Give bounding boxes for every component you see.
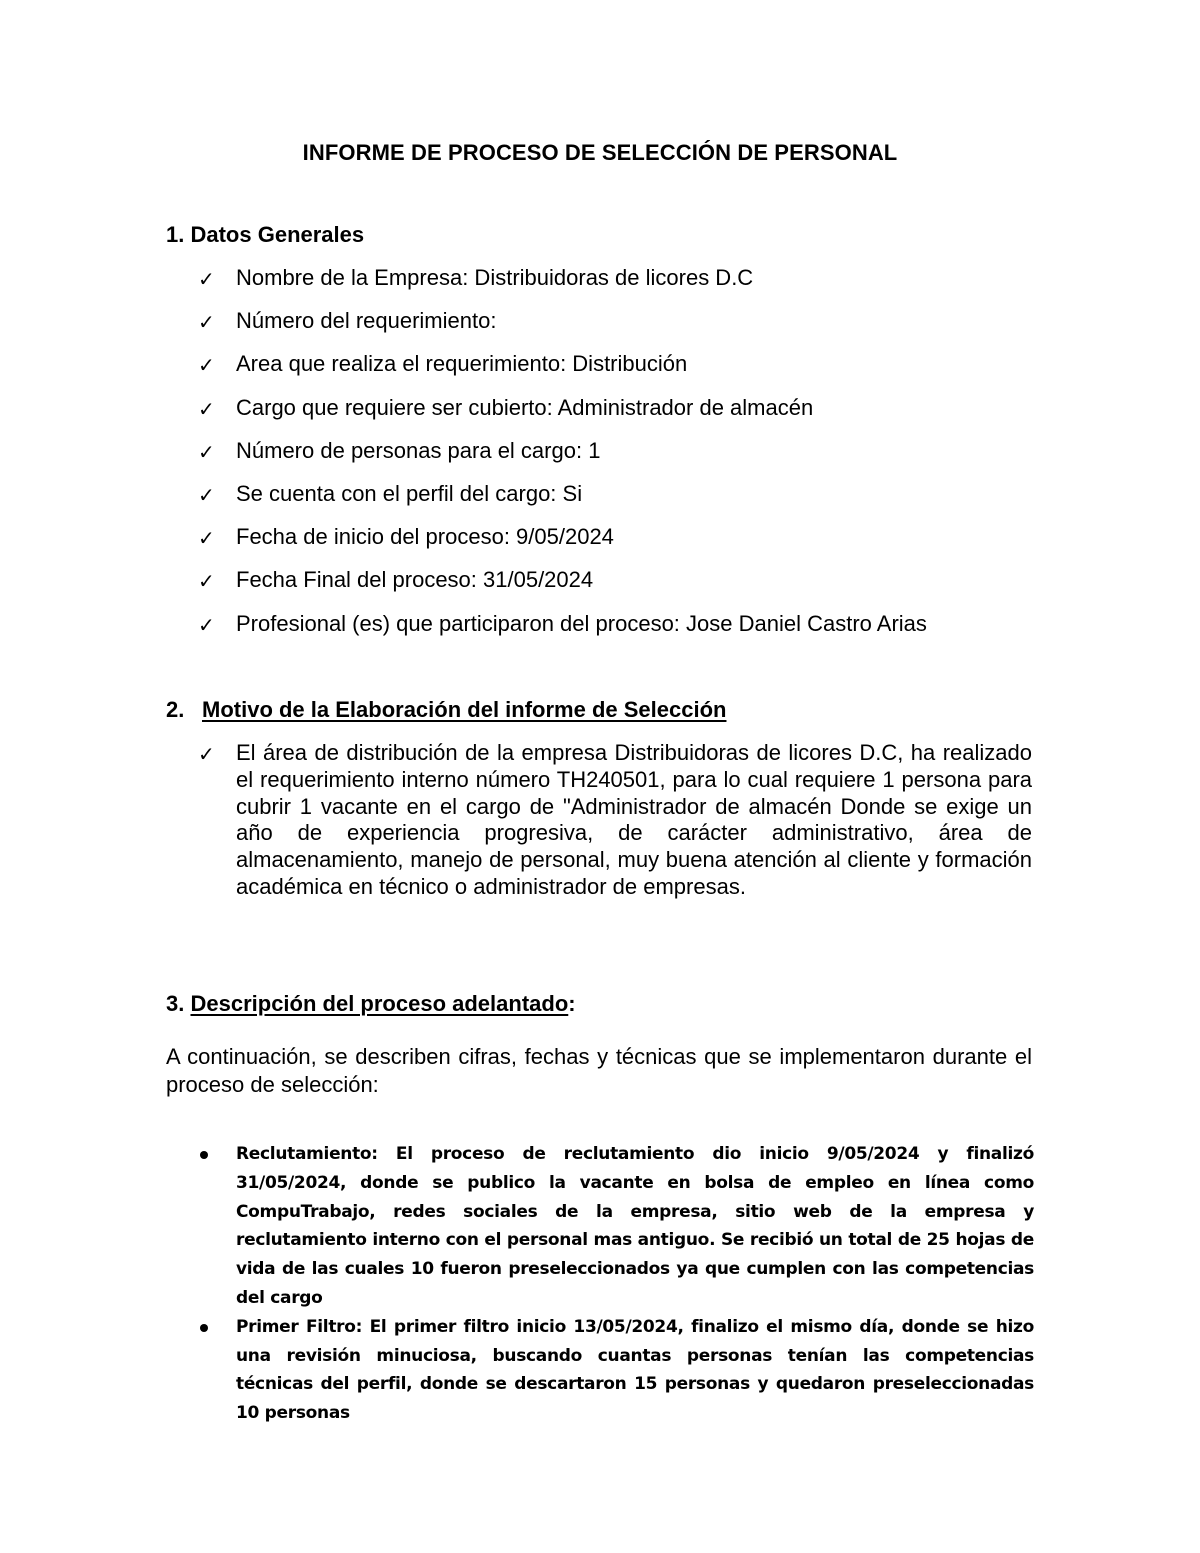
section-3-colon: : bbox=[568, 991, 576, 1016]
bullet-dot-icon bbox=[200, 1151, 208, 1159]
section-1-heading bbox=[166, 222, 364, 248]
list-item bbox=[198, 438, 1038, 481]
list-item bbox=[198, 567, 1038, 610]
list-item bbox=[198, 611, 1038, 654]
checkmark-icon: ✓ bbox=[198, 482, 215, 507]
section-3-heading bbox=[166, 991, 576, 1017]
checkmark-icon: ✓ bbox=[198, 396, 215, 421]
section-3-number: 3. bbox=[166, 991, 185, 1016]
list-item-text: Area que realiza el requerimiento: Distribución bbox=[236, 351, 688, 377]
list-item-text: Cargo que requiere ser cubierto: Administrador de almacén bbox=[236, 394, 814, 420]
list-item bbox=[198, 265, 1038, 308]
list-item-text: Fecha Final del proceso: 31/05/2024 bbox=[236, 567, 594, 593]
motivo-paragraph: El área de distribución de la empresa Distribuidoras de licores D.C, ha realizado el requerimiento interno número TH240501, para lo cual requiere 1 persona para cubrir 1 vacante en el cargo de "Administrador de almacén Donde se exige un año de experiencia progresiva, de carácter administrativo, área de almacenamiento, manejo de personal, muy buena atención al cliente y formación académica en técnico o administrador de empresas. bbox=[236, 740, 1032, 899]
section-3-title: Descripción del proceso adelantado bbox=[190, 991, 569, 1016]
bullet-text: Primer Filtro: El primer filtro inicio 13/05/2024, finalizo el mismo día, donde se hizo una revisión minuciosa, buscando cuantas personas tenían las competencias técnicas del perfil, donde se descartaron 15 personas y quedaron preseleccionadas 10 personas bbox=[236, 1316, 1034, 1424]
list-item-text: Fecha de inicio del proceso: 9/05/2024 bbox=[236, 524, 614, 550]
list-item-text: Se cuenta con el perfil del cargo: Si bbox=[236, 480, 583, 506]
list-item bbox=[198, 395, 1038, 438]
list-item bbox=[196, 1140, 1034, 1313]
checkmark-icon: ✓ bbox=[198, 353, 215, 378]
checkmark-icon: ✓ bbox=[198, 569, 215, 594]
list-item-text: Profesional (es) que participaron del proceso: Jose Daniel Castro Arias bbox=[236, 610, 927, 636]
checkmark-icon: ✓ bbox=[198, 439, 215, 464]
section-2-heading bbox=[166, 697, 726, 723]
list-item bbox=[198, 524, 1038, 567]
list-item bbox=[198, 308, 1038, 351]
checkmark-icon: ✓ bbox=[198, 267, 215, 291]
bullet-dot-icon bbox=[200, 1324, 208, 1332]
section-2-number: 2. bbox=[166, 697, 185, 722]
motivo-block bbox=[198, 740, 1032, 901]
section-1-title: Datos Generales bbox=[190, 222, 365, 247]
list-item-text: Nombre de la Empresa: Distribuidoras de licores D.C bbox=[236, 265, 754, 290]
list-item bbox=[198, 351, 1038, 394]
process-bullet-list bbox=[196, 1140, 1034, 1428]
document-title: INFORME DE PROCESO DE SELECCIÓN DE PERSONAL bbox=[302, 140, 898, 165]
checkmark-icon: ✓ bbox=[198, 310, 215, 335]
checkmark-icon: ✓ bbox=[198, 526, 215, 551]
list-item bbox=[198, 481, 1038, 524]
datos-generales-list bbox=[198, 265, 1038, 654]
section-3-intro: A continuación, se describen cifras, fechas y técnicas que se implementaron durante el proceso de selección: bbox=[166, 1044, 1032, 1097]
list-item-text: Número de personas para el cargo: 1 bbox=[236, 437, 601, 463]
section-2-title: Motivo de la Elaboración del informe de Selección bbox=[202, 697, 727, 722]
list-item bbox=[196, 1313, 1034, 1428]
bullet-text: Reclutamiento: El proceso de reclutamiento dio inicio 9/05/2024 y finalizó 31/05/2024, donde se publico la vacante en bolsa de empleo en línea como CompuTrabajo, redes sociales de la empresa, sitio web de la empresa y reclutamiento interno con el personal mas antiguo. Se recibió un total de 25 hojas de vida de las cuales 10 fueron preseleccionados ya que cumplen con las competencias del cargo bbox=[236, 1144, 1034, 1308]
list-item-text: Número del requerimiento: bbox=[236, 308, 497, 334]
checkmark-icon: ✓ bbox=[198, 742, 215, 766]
section-1-number: 1. bbox=[166, 222, 185, 247]
checkmark-icon: ✓ bbox=[198, 612, 215, 637]
